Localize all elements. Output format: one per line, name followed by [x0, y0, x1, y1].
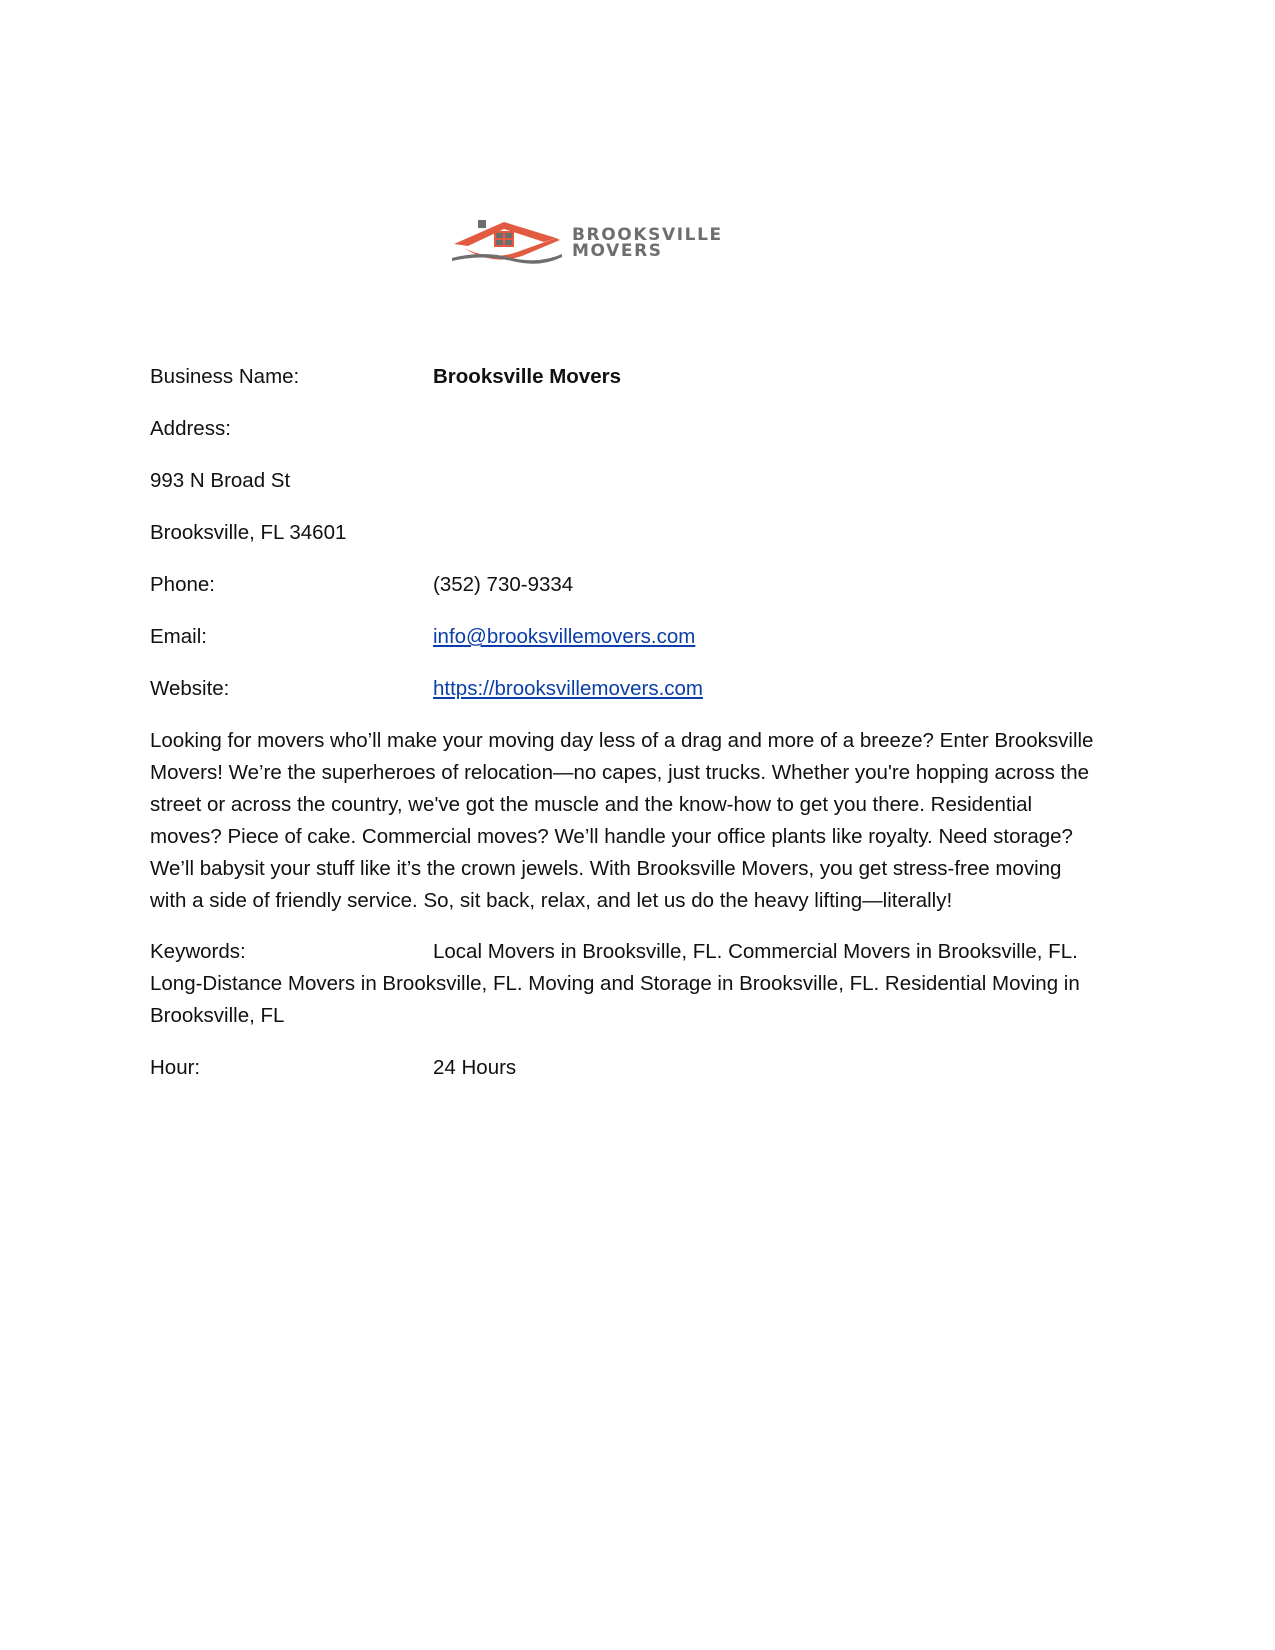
address-line2: Brooksville, FL 34601	[150, 521, 347, 544]
brooksville-movers-logo	[452, 218, 802, 268]
description-line: We’ll babysit your stuff like it’s the crown jewels. With Brooksville Movers, you get stress-free moving	[150, 857, 1062, 880]
business-name-value: Brooksville Movers	[433, 365, 621, 388]
website-link[interactable]: https://brooksvillemovers.com	[433, 677, 704, 700]
description-line: Looking for movers who’ll make your moving day less of a drag and more of a breeze? Enter Brooksville	[150, 729, 1094, 752]
website-value-wrapper	[433, 677, 703, 701]
phone-value: (352) 730-9334	[433, 573, 574, 596]
keywords-label: Keywords:	[150, 940, 246, 963]
address-label: Address:	[150, 417, 231, 440]
business-description	[150, 725, 1130, 917]
hour-value: 24 Hours	[433, 1056, 517, 1079]
keywords-line1: Local Movers in Brooksville, FL. Commercial Movers in Brooksville, FL.	[433, 940, 1078, 963]
website-label: Website:	[150, 677, 230, 700]
logo-text-brooksville: BROOKSVILLE	[572, 225, 723, 245]
house-roof-logo-icon	[452, 218, 802, 268]
hour-label: Hour:	[150, 1056, 201, 1079]
description-line: moves? Piece of cake. Commercial moves? We’ll handle your office plants like royalty. Need storage?	[150, 825, 1073, 848]
description-line: with a side of friendly service. So, sit back, relax, and let us do the heavy lifting—literally!	[150, 889, 953, 912]
logo-text-movers: MOVERS	[572, 241, 663, 261]
keywords-line3: Brooksville, FL	[150, 1004, 285, 1027]
business-name-label: Business Name:	[150, 365, 300, 388]
email-link[interactable]: info@brooksvillemovers.com	[433, 625, 696, 648]
email-value-wrapper	[433, 625, 695, 649]
description-line: street or across the country, we've got the muscle and the know-how to get you there. Residential	[150, 793, 1033, 816]
description-line: Movers! We’re the superheroes of relocation—no capes, just trucks. Whether you're hopping across the	[150, 761, 1090, 784]
email-label: Email:	[150, 625, 207, 648]
address-line1: 993 N Broad St	[150, 469, 291, 492]
keywords-line2: Long-Distance Movers in Brooksville, FL. Moving and Storage in Brooksville, FL. Residential Moving in	[150, 972, 1080, 995]
phone-label: Phone:	[150, 573, 215, 596]
